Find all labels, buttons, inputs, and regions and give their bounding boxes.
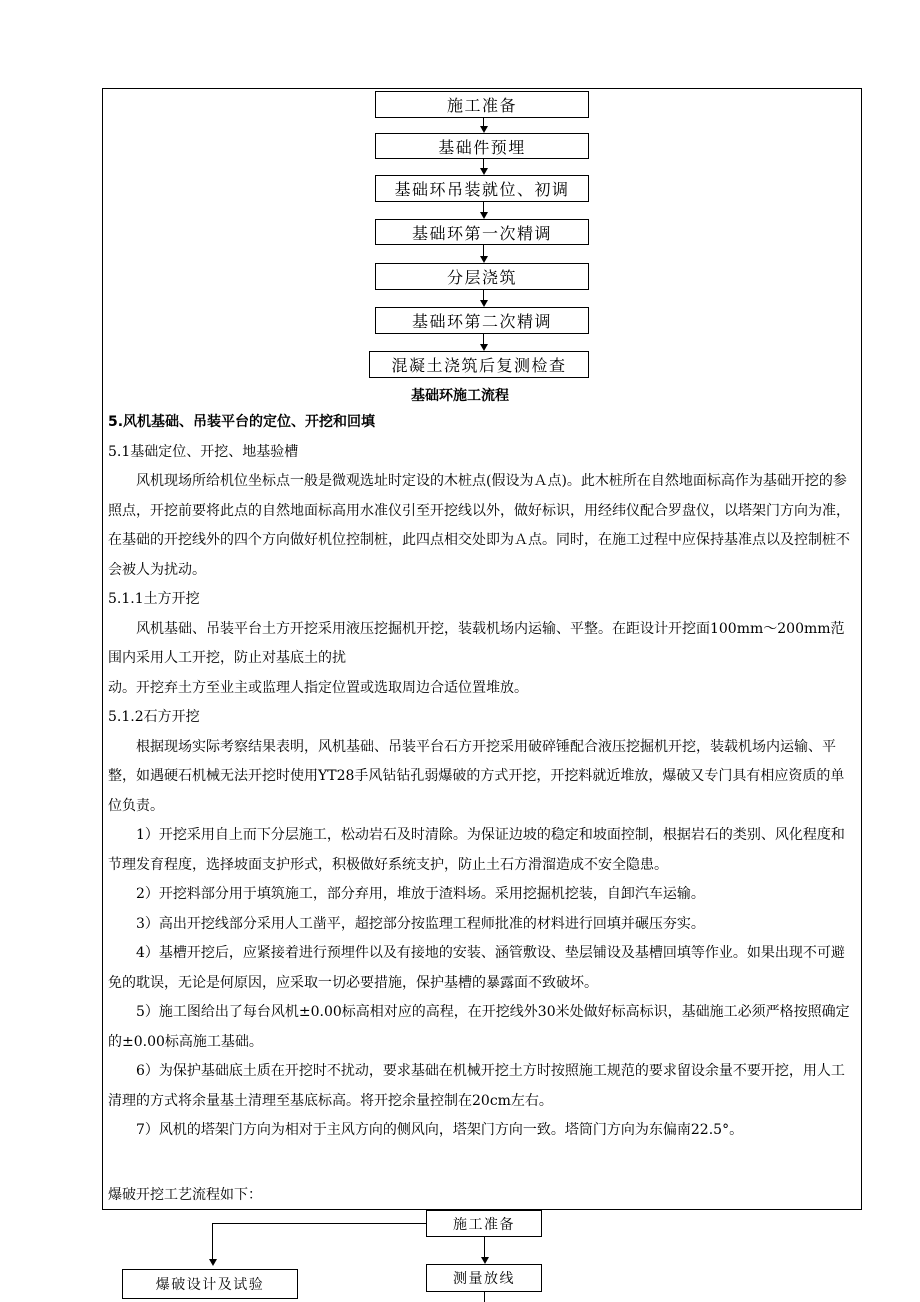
flow-step: 施工准备 [375,91,589,118]
flow-connector [483,202,484,212]
arrow-down-icon [209,1259,217,1266]
flow-connector [212,1223,426,1224]
flow-connector [483,290,484,300]
flow-step: 基础件预埋 [375,133,589,159]
arrow-down-icon [480,344,488,351]
list-item: 4）基槽开挖后，应紧接着进行预埋件以及有接地的安装、涵管敷设、垫层铺设及基槽回填等作业。如果出现不可避免的耽误，无论是何原因，应采取一切必要措施，保护基槽的暴露面不致破坏。 [108,945,845,991]
arrow-down-icon [481,1257,489,1264]
flow-connector [483,334,484,344]
arrow-down-icon [480,126,488,133]
section-body [108,408,856,1146]
flow-connector [483,245,484,256]
arrow-down-icon [480,300,488,307]
arrow-down-icon [480,212,488,219]
arrow-down-icon [480,168,488,175]
flow-connector [483,159,484,168]
subsection-heading: 5.1基础定位、开挖、地基验槽 [108,443,299,460]
paragraph: 根据现场实际考察结果表明，风机基础、吊装平台石方开挖采用破碎锤配合液压挖掘机开挖，装载机场内运输、平整，如遇硬石机械无法开挖时使用YT28手风钻钻孔弱爆破的方式开挖，开挖料就近堆放，爆破又专门具有相应资质的单位负责。 [108,738,845,814]
list-item: 5）施工图给出了每台风机±0.00标高相对应的高程，在开挖线外30米处做好标高标识，基础施工必须严格按照确定的±0.00标高施工基础。 [108,1004,850,1050]
flowchart-caption: 基础环施工流程 [411,388,509,404]
list-item: 1）开挖采用自上而下分层施工，松动岩石及时清除。为保证边坡的稳定和坡面控制，根据岩石的类别、风化程度和节理发育程度，选择坡面支护形式，积极做好系统支护，防止土石方滑溜造成不安全隐患。 [108,827,845,873]
flow-connector [212,1223,213,1260]
subsection-heading: 5.1.1土方开挖 [108,591,200,607]
paragraph: 风机现场所给机位坐标点一般是微观选址时定设的木桩点(假设为Ａ点)。此木桩所在自然地面标高作为基础开挖的参照点，开挖前要将此点的自然地面标高用水准仪引至开挖线以外，做好标识，用经纬仪配合罗盘仪，以塔架门方向为准，在基础的开挖线外的四个方向做好机位控制桩，此四点相交处即为Ａ点。同时，在施工过程中应保持基准点以及控制桩不会被人为扰动。 [108,473,850,578]
flow-step: 混凝土浇筑后复测检查 [369,351,589,378]
arrow-down-icon [480,256,488,263]
flow-step: 分层浇筑 [375,263,589,290]
paragraph: 风机基础、吊装平台土方开挖采用液压挖掘机开挖，装载机场内运输、平整。在距设计开挖面100mm～200mm范围内采用人工开挖，防止对基底土的扰 [108,620,845,666]
flow-connector [484,1292,485,1302]
blast-flow-intro: 爆破开挖工艺流程如下： [108,1187,262,1203]
paragraph: 动。开挖弃土方至业主或监理人指定位置或选取周边合适位置堆放。 [108,679,528,696]
flow-step: 爆破设计及试验 [122,1269,298,1299]
section-heading: 5.风机基础、吊装平台的定位、开挖和回填 [108,414,376,430]
list-item: 2）开挖料部分用于填筑施工，部分弃用，堆放于渣料场。采用挖掘机挖装，自卸汽车运输。 [136,886,705,902]
flow-step: 基础环第二次精调 [375,307,589,334]
list-item: 6）为保护基础底土质在开挖时不扰动，要求基础在机械开挖土方时按照施工规范的要求留设余量不要开挖，用人工清理的方式将余量基土清理至基底标高。将开挖余量控制在20cm左右。 [108,1063,845,1109]
flow-step: 施工准备 [426,1210,542,1237]
flow-step: 测量放线 [426,1264,542,1292]
list-item: 7）风机的塔架门方向为相对于主风方向的侧风向，塔架门方向一致。塔筒门方向为东偏南22.5°。 [136,1122,744,1138]
subsection-heading: 5.1.2石方开挖 [108,709,200,725]
flow-step: 基础环第一次精调 [375,219,589,245]
flow-connector [483,118,484,126]
flow-step: 基础环吊装就位、初调 [375,175,589,202]
list-item: 3）高出开挖线部分采用人工凿平，超挖部分按监理工程师批准的材料进行回填并碾压夯实。 [136,915,705,932]
flow-connector [484,1237,485,1257]
